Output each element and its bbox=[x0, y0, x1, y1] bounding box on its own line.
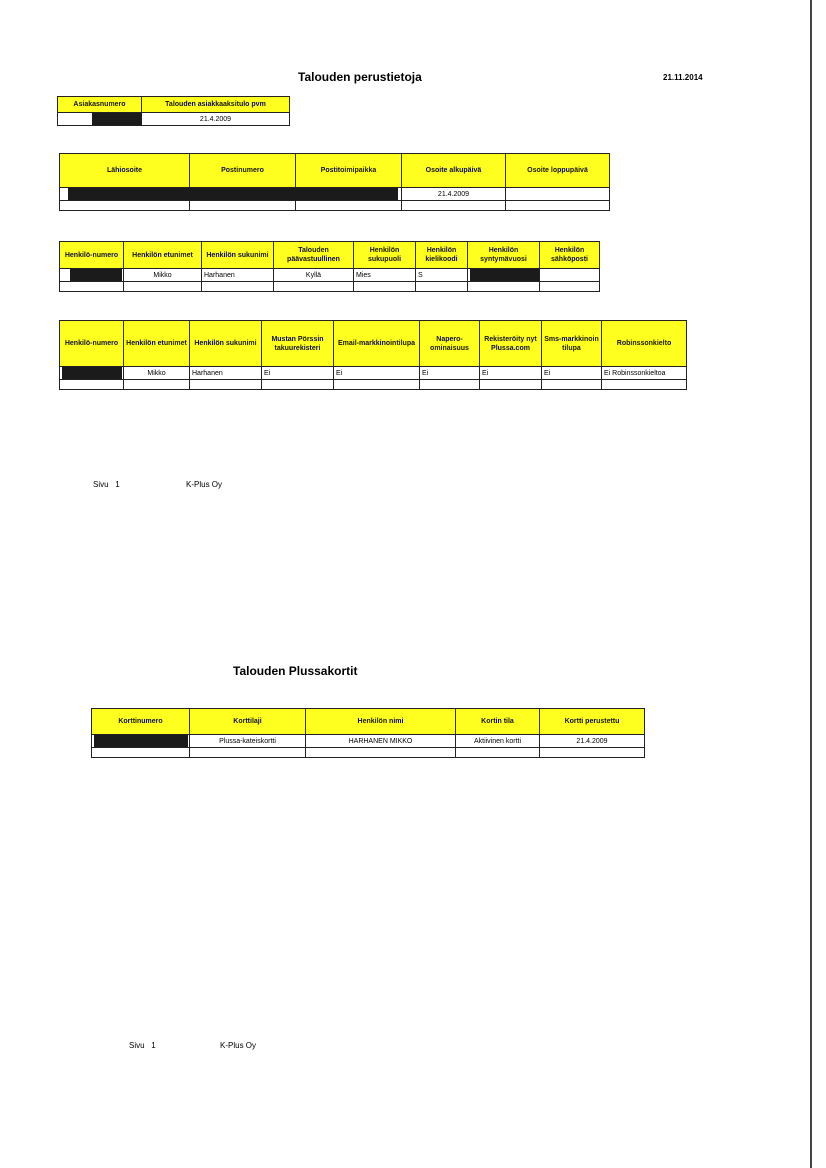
registered-plussa-cell: Ei bbox=[480, 367, 542, 380]
header-postcode: Postinumero bbox=[190, 154, 296, 188]
header-customer-since: Talouden asiakkaaksitulo pvm bbox=[142, 97, 290, 113]
redaction-block bbox=[68, 188, 398, 200]
birth-year-cell bbox=[468, 269, 540, 282]
robinson-cell: Ei Robinssonkieltoa bbox=[602, 367, 687, 380]
header-street: Lähiosoite bbox=[60, 154, 190, 188]
marketing-table bbox=[59, 320, 687, 390]
cards-table bbox=[91, 708, 645, 758]
redaction-block bbox=[470, 269, 540, 281]
email-permission-cell: Ei bbox=[334, 367, 420, 380]
redaction-block bbox=[94, 735, 188, 747]
surname-cell: Harhanen bbox=[190, 367, 262, 380]
address-redacted-cell bbox=[60, 188, 402, 201]
page-title: Talouden perustietoja bbox=[298, 70, 422, 84]
customer-since-cell: 21.4.2009 bbox=[142, 113, 290, 126]
header-address-start: Osoite alkupäivä bbox=[402, 154, 506, 188]
card-type-cell: Plussa-kateiskortti bbox=[190, 735, 306, 748]
header-sms-permission: Sms-markkinoin tilupa bbox=[542, 321, 602, 367]
header-napero: Napero-ominaisuus bbox=[420, 321, 480, 367]
footer-page-number: 1 bbox=[151, 1041, 156, 1050]
card-status-cell: Aktiivinen kortti bbox=[456, 735, 540, 748]
header-person-number: Henkilö-numero bbox=[60, 242, 124, 269]
header-birth-year: Henkilön syntymävuosi bbox=[468, 242, 540, 269]
person-number-cell bbox=[60, 269, 124, 282]
customer-number-cell bbox=[58, 113, 142, 126]
header-language: Henkilön kielikoodi bbox=[416, 242, 468, 269]
header-card-type: Korttilaji bbox=[190, 709, 306, 735]
footer-company: K-Plus Oy bbox=[186, 480, 223, 489]
footer-page-number: 1 bbox=[115, 480, 120, 489]
surname-cell: Harhanen bbox=[202, 269, 274, 282]
header-main-responsible: Talouden päävastuullinen bbox=[274, 242, 354, 269]
language-cell: S bbox=[416, 269, 468, 282]
header-registered-plussa: Rekisteröity nyt Plussa.com bbox=[480, 321, 542, 367]
card-created-cell: 21.4.2009 bbox=[540, 735, 645, 748]
redaction-block bbox=[62, 367, 122, 379]
address-start-cell: 21.4.2009 bbox=[402, 188, 506, 201]
header-black-market-registry: Mustan Pörssin takuurekisteri bbox=[262, 321, 334, 367]
persons-table bbox=[59, 241, 600, 292]
header-person-number: Henkilö-numero bbox=[60, 321, 124, 367]
header-card-created: Kortti perustettu bbox=[540, 709, 645, 735]
card-number-cell bbox=[92, 735, 190, 748]
first-name-cell: Mikko bbox=[124, 367, 190, 380]
address-table bbox=[59, 153, 610, 211]
header-customer-number: Asiakasnumero bbox=[58, 97, 142, 113]
header-surname: Henkilön sukunimi bbox=[202, 242, 274, 269]
sms-permission-cell: Ei bbox=[542, 367, 602, 380]
black-market-cell: Ei bbox=[262, 367, 334, 380]
redaction-block bbox=[92, 113, 142, 125]
footer-company: K-Plus Oy bbox=[220, 1041, 257, 1050]
header-email: Henkilön sähköposti bbox=[540, 242, 600, 269]
address-end-cell bbox=[506, 188, 610, 201]
page-edge bbox=[810, 0, 812, 1168]
person-number-cell bbox=[60, 367, 124, 380]
footer-page bbox=[129, 1041, 156, 1050]
email-cell bbox=[540, 269, 600, 282]
footer-page-label: Sivu bbox=[129, 1041, 145, 1050]
first-name-cell: Mikko bbox=[124, 269, 202, 282]
footer-page-label: Sivu bbox=[93, 480, 109, 489]
header-card-status: Kortin tila bbox=[456, 709, 540, 735]
gender-cell: Mies bbox=[354, 269, 416, 282]
report-date: 21.11.2014 bbox=[663, 73, 703, 82]
header-first-names: Henkilön etunimet bbox=[124, 242, 202, 269]
header-card-number: Korttinumero bbox=[92, 709, 190, 735]
header-address-end: Osoite loppupäivä bbox=[506, 154, 610, 188]
header-city: Postitoimipaikka bbox=[296, 154, 402, 188]
customer-table bbox=[57, 96, 290, 126]
cards-title: Talouden Plussakortit bbox=[233, 664, 358, 678]
header-person-name: Henkilön nimi bbox=[306, 709, 456, 735]
header-gender: Henkilön sukupuoli bbox=[354, 242, 416, 269]
person-name-cell: HARHANEN MIKKO bbox=[306, 735, 456, 748]
header-first-names: Henkilön etunimet bbox=[124, 321, 190, 367]
redaction-block bbox=[70, 269, 122, 281]
main-responsible-cell: Kyllä bbox=[274, 269, 354, 282]
napero-cell: Ei bbox=[420, 367, 480, 380]
header-email-permission: Email-markkinointilupa bbox=[334, 321, 420, 367]
header-robinson: Robinssonkielto bbox=[602, 321, 687, 367]
footer-page bbox=[93, 480, 120, 489]
header-surname: Henkilön sukunimi bbox=[190, 321, 262, 367]
